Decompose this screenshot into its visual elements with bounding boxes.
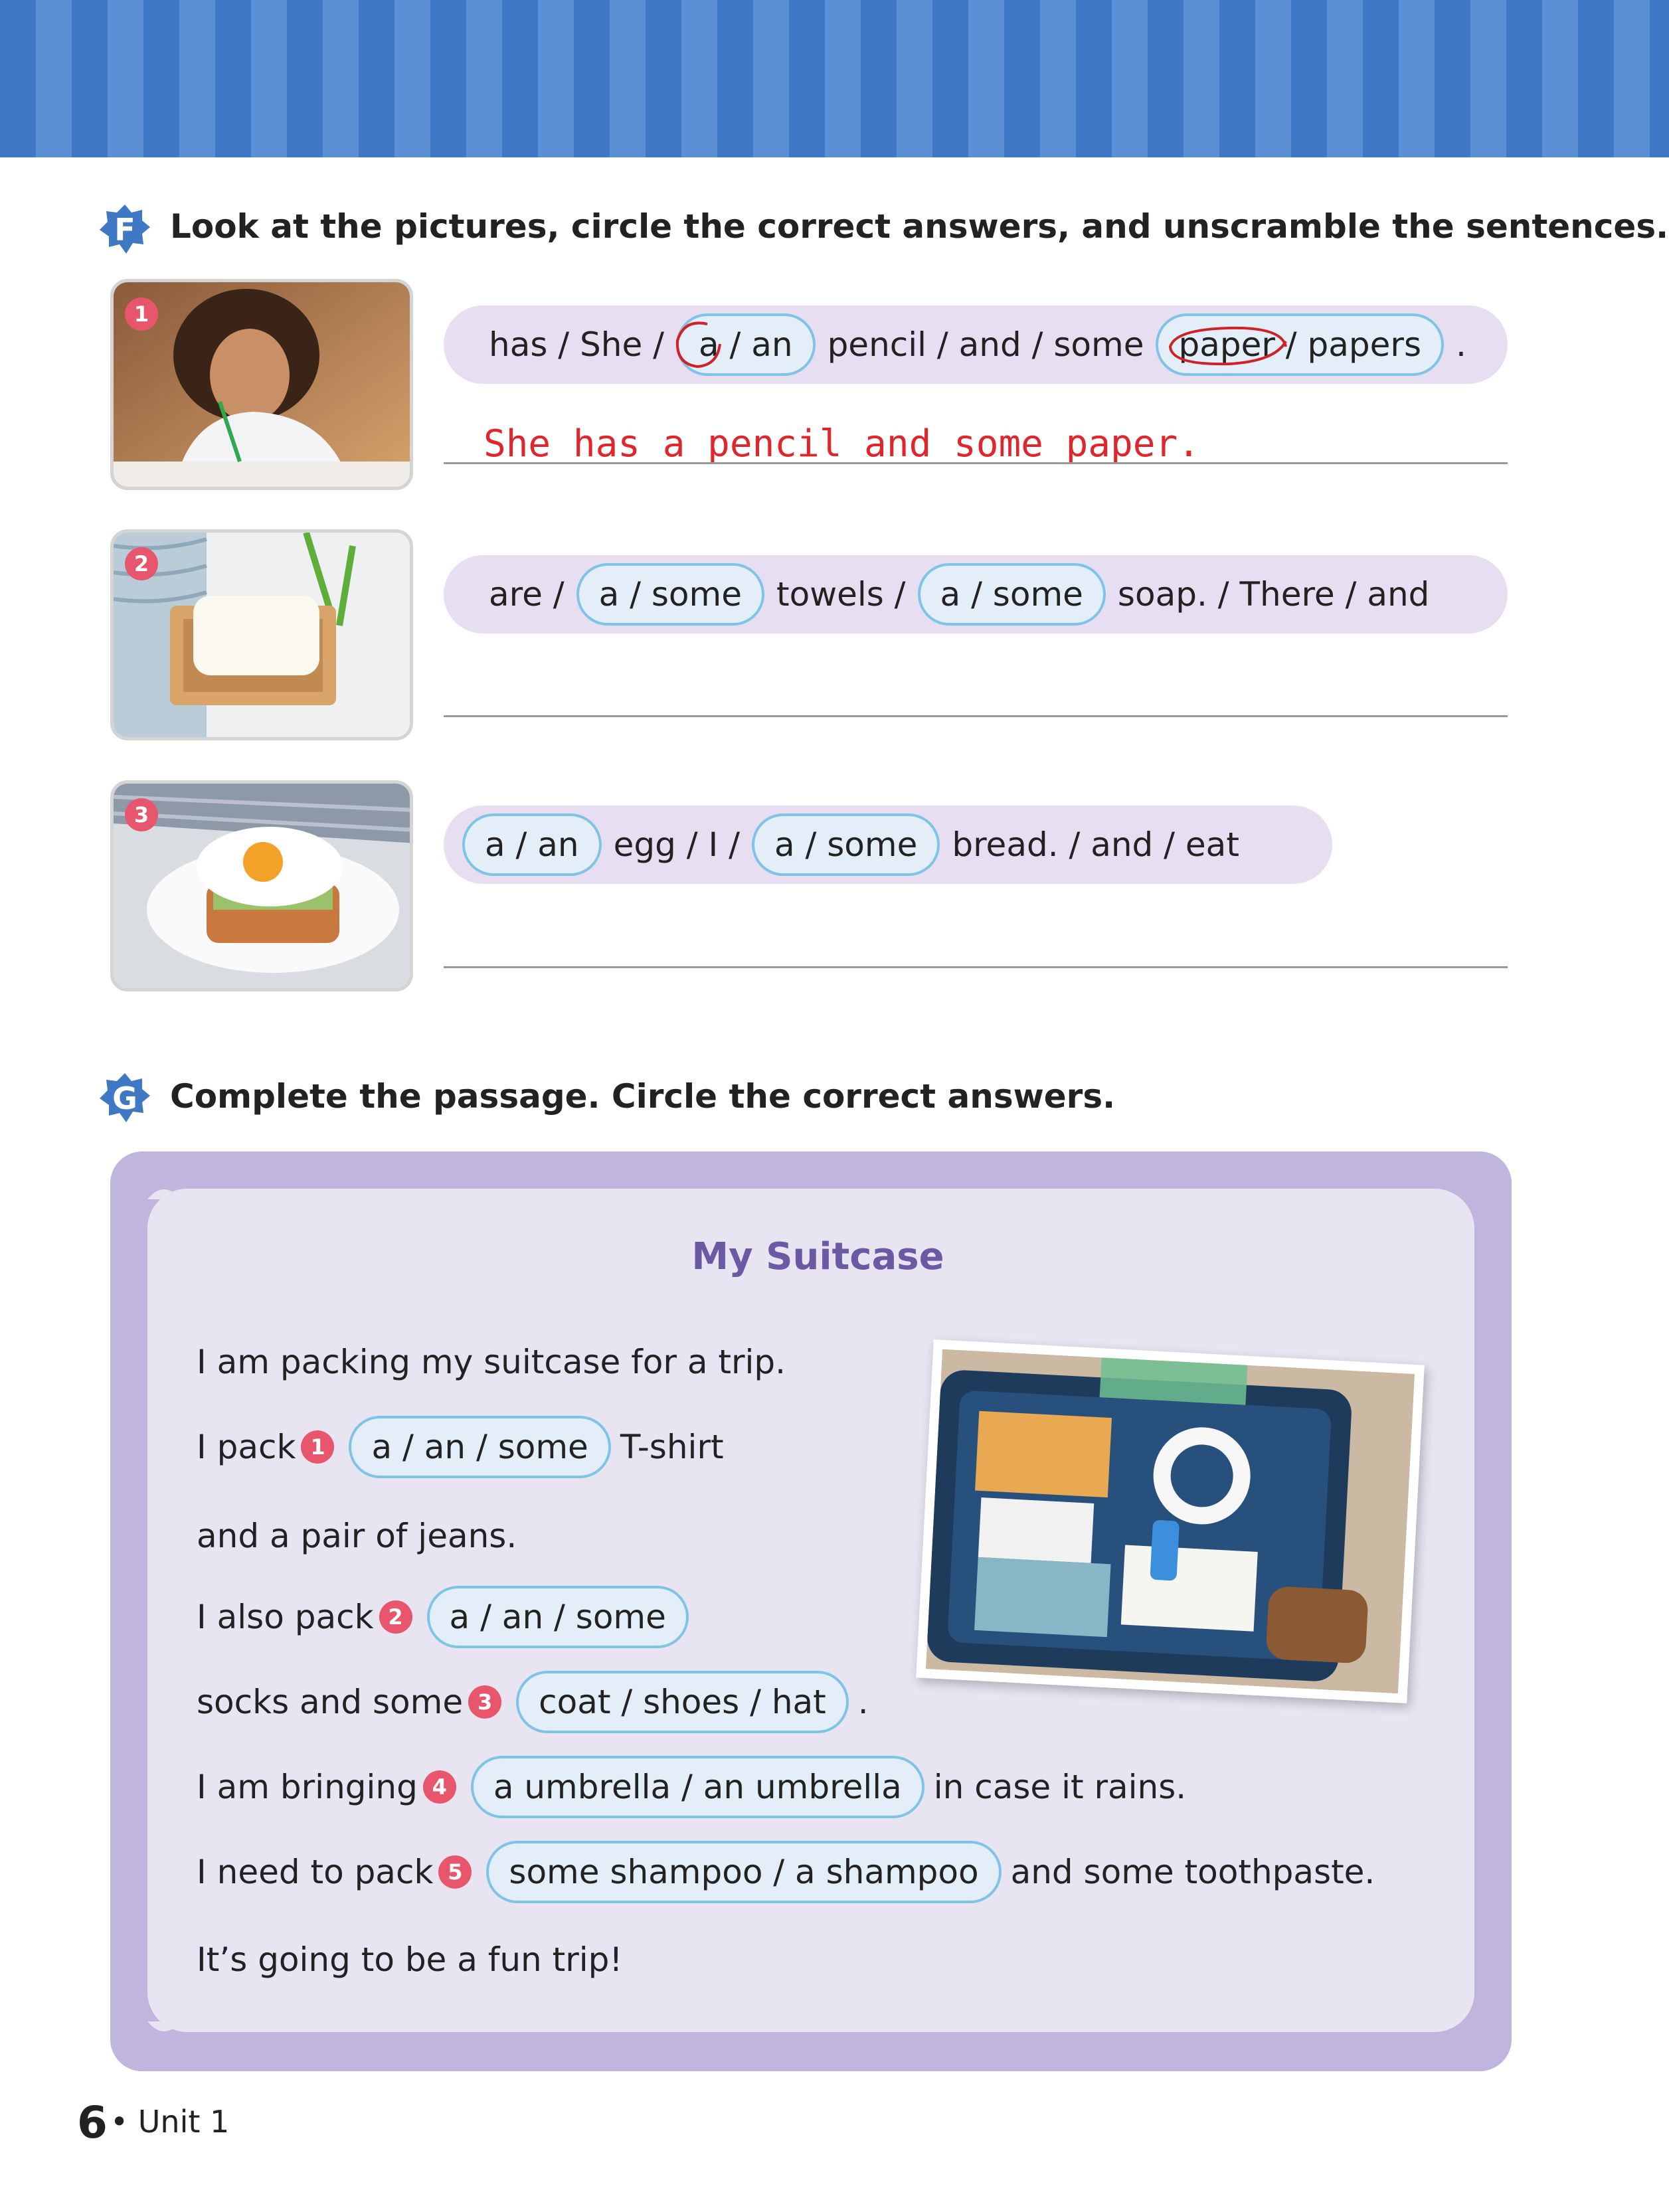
blank-1-number: 1 — [301, 1430, 334, 1464]
suitcase-photo — [916, 1339, 1425, 1703]
blank-5-choice[interactable]: some shampoo / a shampoo — [486, 1841, 1001, 1903]
header-banner — [0, 0, 1669, 157]
item-1-words: has / She / — [489, 325, 664, 364]
item-1-words: pencil / and / some — [827, 325, 1144, 364]
passage-line-6: I am bringing 4 a umbrella / an umbrella in case it rains. — [197, 1756, 1186, 1818]
section-f-badge: F — [98, 203, 151, 256]
passage-line-3: and a pair of jeans. — [197, 1517, 517, 1555]
wave-border-bottom — [147, 2021, 1474, 2041]
item-3-choice-bread[interactable]: a / some — [752, 813, 940, 876]
passage-line-1: I am packing my suitcase for a trip. — [197, 1343, 786, 1381]
blank-3-choice[interactable]: coat / shoes / hat — [516, 1671, 849, 1733]
item-1-answer[interactable]: She has a pencil and some paper. — [483, 422, 1200, 466]
passage-line-7: I need to pack 5 some shampoo / a shampoo and some toothpaste. — [197, 1841, 1375, 1903]
blank-4-choice[interactable]: a umbrella / an umbrella — [471, 1756, 924, 1818]
item-2-answer-line — [444, 715, 1508, 717]
passage-line-8: It’s going to be a fun trip! — [197, 1940, 623, 1979]
item-2-choice-soap[interactable]: a / some — [918, 563, 1106, 626]
blank-5-number: 5 — [438, 1855, 472, 1889]
item-1-number: 1 — [125, 298, 158, 331]
wave-border-top — [147, 1179, 1474, 1199]
item-3-words: egg / I / — [613, 825, 740, 864]
blank-1-choice[interactable]: a / an / some — [349, 1416, 610, 1478]
item-1-period: . — [1456, 325, 1466, 364]
blank-4-number: 4 — [423, 1770, 456, 1804]
passage-line-2: I pack 1 a / an / some T-shirt — [197, 1416, 724, 1478]
item-1-word-strip — [444, 305, 1508, 384]
item-3-answer-line — [444, 966, 1508, 968]
item-2-word-strip — [444, 555, 1508, 634]
section-f-instruction: Look at the pictures, circle the correct answers, and unscramble the sentences. — [170, 207, 1669, 246]
section-g-instruction: Complete the passage. Circle the correct answers. — [170, 1077, 1116, 1116]
red-circle-mark-icon — [1162, 320, 1295, 373]
item-1-choice-article[interactable]: a / an — [676, 313, 816, 376]
passage-title: My Suitcase — [691, 1235, 944, 1278]
item-2-choice-towels[interactable]: a / some — [576, 563, 764, 626]
item-2-words: are / — [489, 575, 565, 614]
blank-2-choice[interactable]: a / an / some — [427, 1586, 689, 1648]
passage-line-5: socks and some 3 coat / shoes / hat . — [197, 1671, 869, 1733]
item-2-words: soap. / There / and — [1117, 575, 1430, 614]
unit-label: • Unit 1 — [110, 2104, 230, 2140]
section-g-badge: G — [98, 1072, 151, 1125]
item-2-number: 2 — [125, 547, 158, 580]
item-2-words: towels / — [776, 575, 906, 614]
item-3-word-strip — [444, 806, 1332, 884]
passage-line-4: I also pack 2 a / an / some — [197, 1586, 698, 1648]
item-3-number: 3 — [125, 798, 158, 831]
item-3-words: bread. / and / eat — [952, 825, 1239, 864]
item-1-choice-paper[interactable]: paper / papers — [1156, 313, 1444, 376]
item-1-answer-line — [444, 462, 1508, 464]
page-number: 6 — [77, 2097, 108, 2148]
item-3-choice-egg[interactable]: a / an — [462, 813, 602, 876]
red-circle-mark-icon — [671, 317, 724, 373]
blank-3-number: 3 — [468, 1685, 501, 1719]
blank-2-number: 2 — [379, 1600, 412, 1634]
